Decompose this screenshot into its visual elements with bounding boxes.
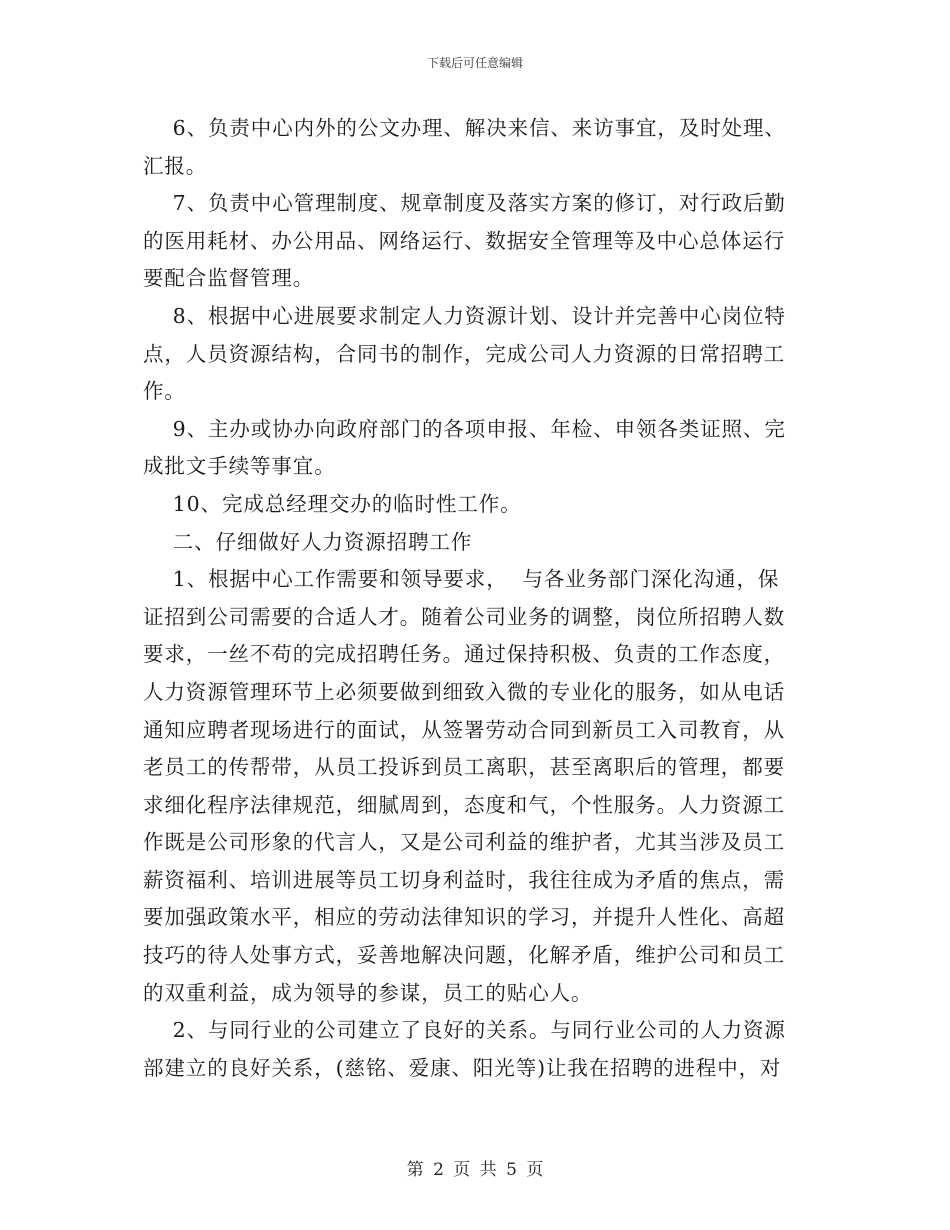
text-line: 作。 <box>143 379 186 404</box>
text-line: 要配合监督管理。 <box>143 266 315 291</box>
text-line: 点，人员资源结构，合同书的制作，完成公司人力资源的日常招聘工 <box>143 341 785 366</box>
text-line: 7、负责中心管理制度、规章制度及落实方案的修订，对行政后勤 <box>143 191 786 216</box>
text-line: 的双重利益，成为领导的参谋，员工的贴心人。 <box>143 980 593 1005</box>
text-line: 技巧的待人处事方式，妥善地解决问题，化解矛盾，维护公司和员工 <box>143 943 785 968</box>
text-line: 通知应聘者现场进行的面试，从签署劳动合同到新员工入司教育，从 <box>143 717 785 742</box>
page-number: 第 2 页 共 5 页 <box>406 1160 544 1180</box>
text-line: 作既是公司形象的代言人，又是公司利益的维护者，尤其当涉及员工 <box>143 830 785 855</box>
text-line: 求细化程序法律规范，细腻周到，态度和气，个性服务。人力资源工 <box>143 792 785 817</box>
page-header: 下载后可任意编辑 <box>426 56 523 70</box>
text-line: 2、与同行业的公司建立了良好的关系。与同行业公司的人力资源 <box>143 1018 786 1043</box>
document-body <box>143 110 811 1087</box>
text-line: 老员工的传帮带，从员工投诉到员工离职，甚至离职后的管理，都要 <box>143 755 785 780</box>
text-line: 成批文手续等事宜。 <box>143 454 336 479</box>
text-line: 薪资福利、培训进展等员工切身利益时，我往往成为矛盾的焦点，需 <box>143 867 785 892</box>
section-heading: 二、仔细做好人力资源招聘工作 <box>143 529 473 554</box>
text-line: 证招到公司需要的合适人才。随着公司业务的调整，岗位所招聘人数 <box>143 604 785 629</box>
text-line: 要加强政策水平，相应的劳动法律知识的学习，并提升人性化、高超 <box>143 905 785 930</box>
text-line: 汇报。 <box>143 153 208 178</box>
text-line: 6、负责中心内外的公文办理、解决来信、来访事宜，及时处理、 <box>143 116 786 140</box>
text-line: 部建立的良好关系，(慈铭、爱康、阳光等)让我在招聘的进程中，对 <box>143 1055 782 1080</box>
text-line: 9、主办或协办向政府部门的各项申报、年检、申领各类证照、完 <box>143 416 786 441</box>
text-line: 8、根据中心进展要求制定人力资源计划、设计并完善中心岗位特 <box>143 303 786 328</box>
text-line: 的医用耗材、办公用品、网络运行、数据安全管理等及中心总体运行 <box>143 228 785 253</box>
text-line: 人力资源管理环节上必须要做到细致入微的专业化的服务，如从电话 <box>143 679 785 704</box>
text-line: 要求，一丝不苟的完成招聘任务。通过保持积极、负责的工作态度， <box>143 642 785 667</box>
text-line: 1、根据中心工作需要和领导要求， 与各业务部门深化沟通，保 <box>143 567 780 592</box>
text-line: 10、完成总经理交办的临时性工作。 <box>143 491 522 516</box>
